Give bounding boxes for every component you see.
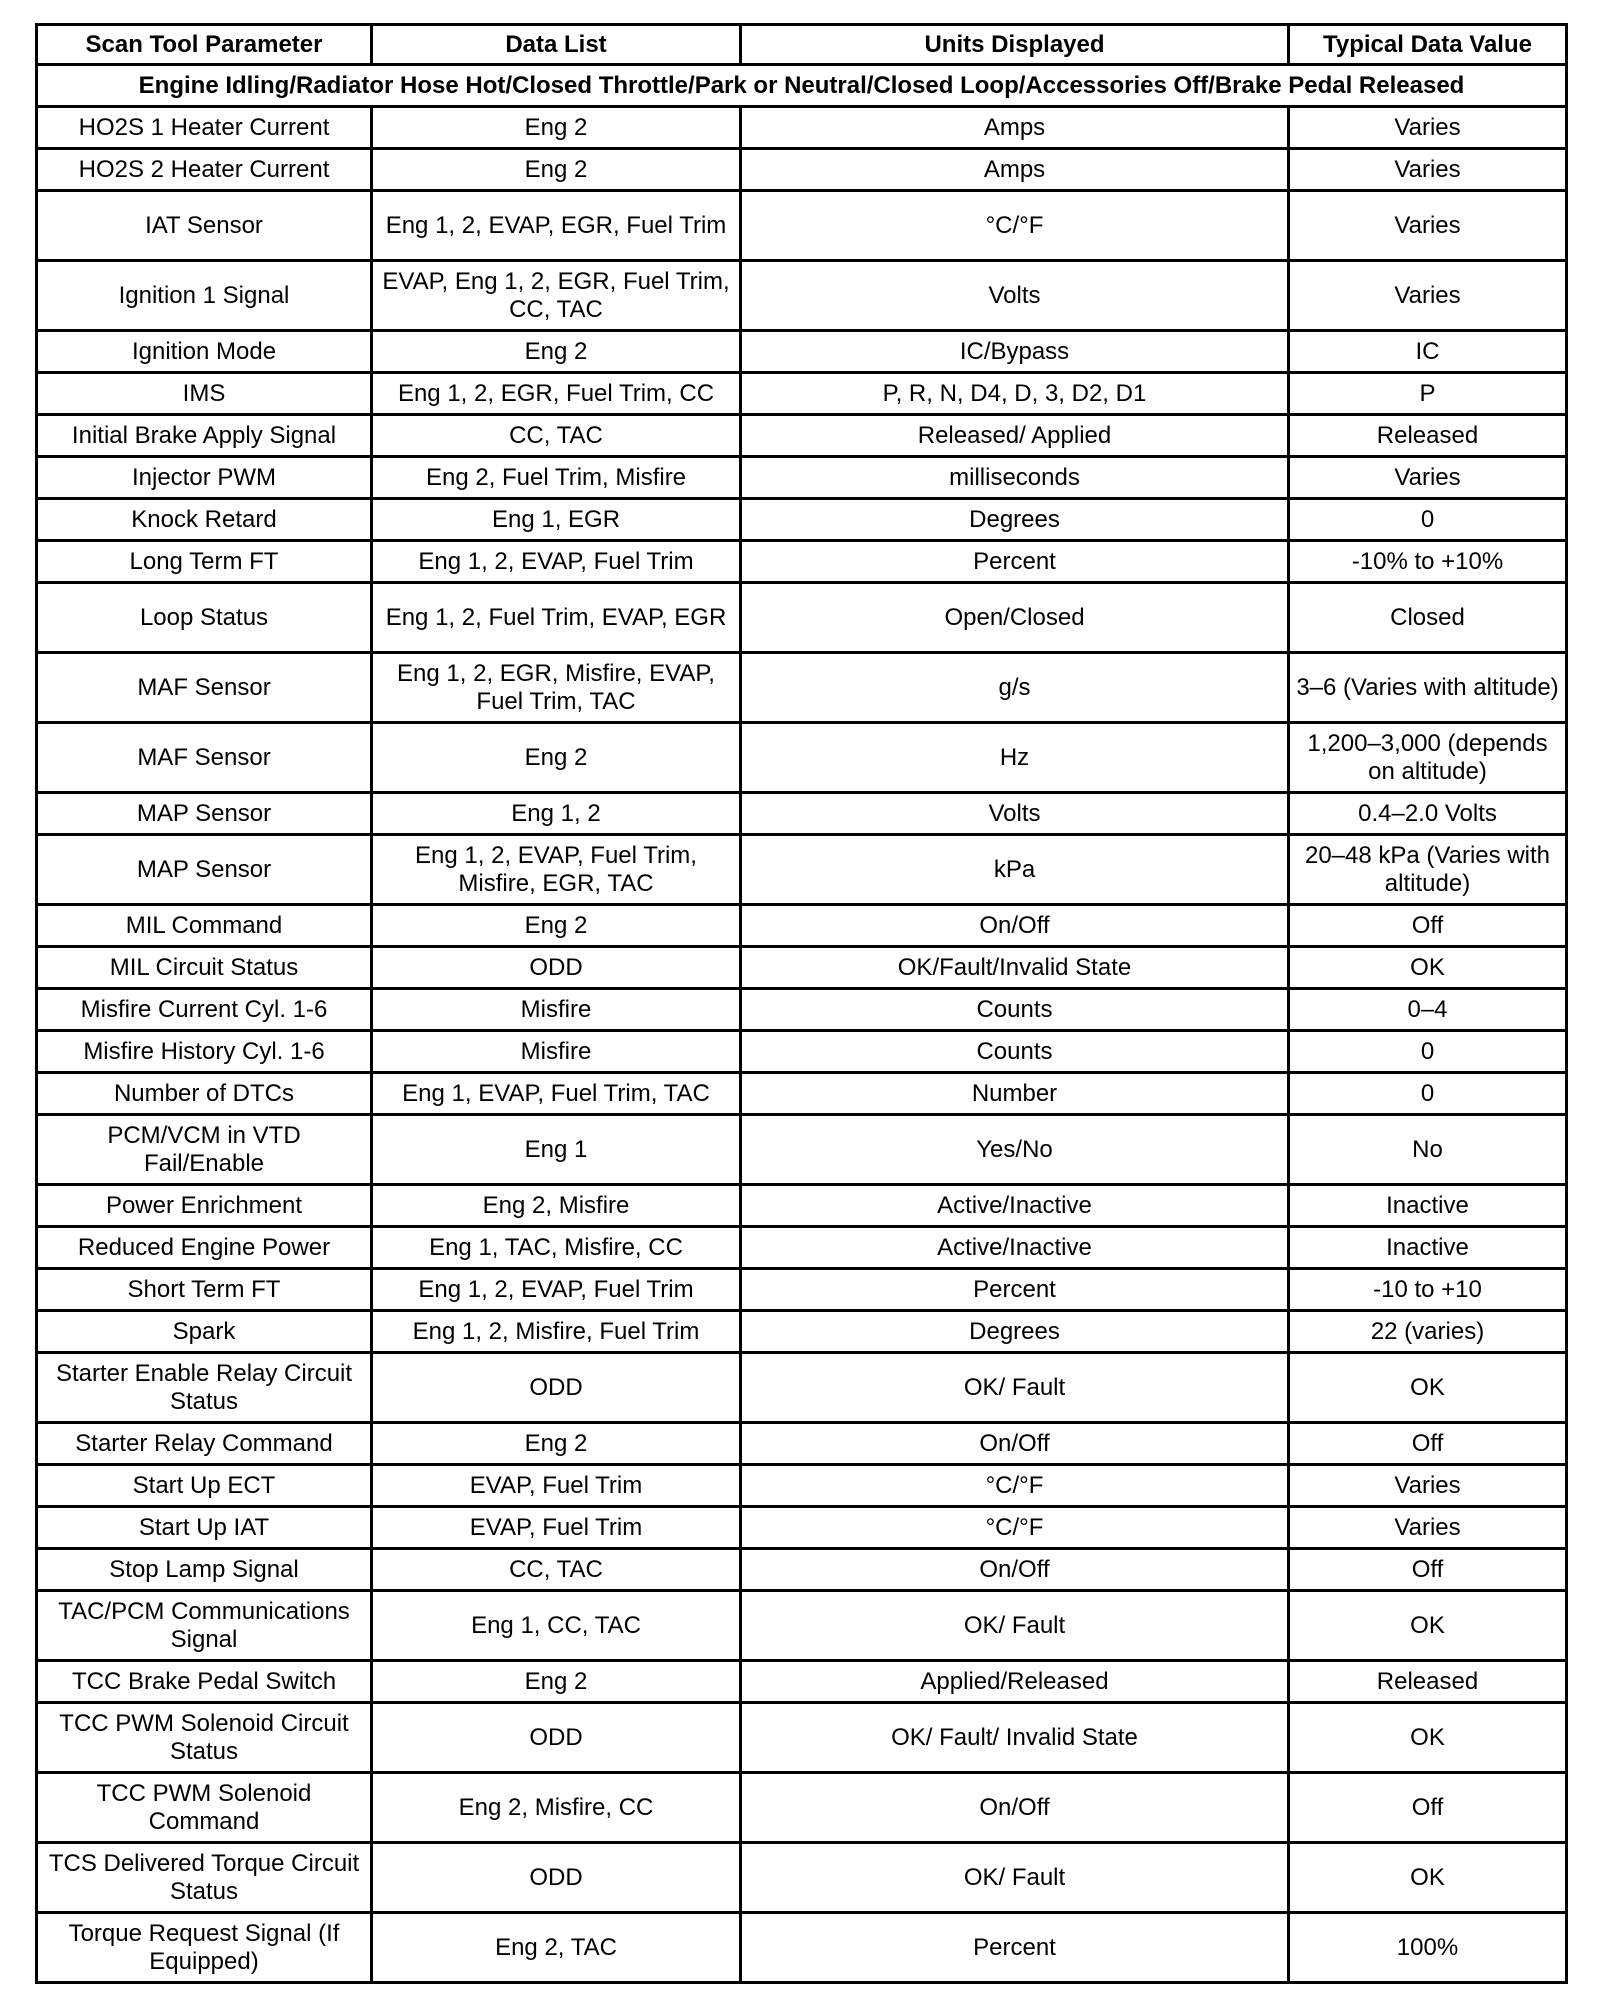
scan-tool-parameter-cell: PCM/VCM in VTD Fail/Enable bbox=[37, 1115, 372, 1185]
typical-data-value-cell: Released bbox=[1289, 415, 1567, 457]
table-row bbox=[37, 1227, 1567, 1269]
scan-tool-parameter-cell: Short Term FT bbox=[37, 1269, 372, 1311]
units-displayed-cell: IC/Bypass bbox=[741, 331, 1289, 373]
scan-tool-parameter-cell: Power Enrichment bbox=[37, 1185, 372, 1227]
test-condition: Engine Idling/Radiator Hose Hot/Closed Throttle/Park or Neutral/Closed Loop/Accessories Off/Brake Pedal Released bbox=[37, 65, 1567, 107]
typical-data-value-cell: 0–4 bbox=[1289, 989, 1567, 1031]
typical-data-value-cell: Closed bbox=[1289, 583, 1567, 653]
units-displayed-cell: OK/ Fault bbox=[741, 1353, 1289, 1423]
table-row bbox=[37, 1507, 1567, 1549]
typical-data-value-cell: 0 bbox=[1289, 499, 1567, 541]
typical-data-value-cell: 20–48 kPa (Varies with altitude) bbox=[1289, 835, 1567, 905]
units-displayed-cell: Volts bbox=[741, 261, 1289, 331]
table-row bbox=[37, 457, 1567, 499]
scan-tool-parameter-cell: MAP Sensor bbox=[37, 793, 372, 835]
table-row bbox=[37, 331, 1567, 373]
typical-data-value-cell: Varies bbox=[1289, 149, 1567, 191]
data-list-cell: Eng 2 bbox=[372, 723, 741, 793]
scan-tool-parameter-cell: IMS bbox=[37, 373, 372, 415]
units-displayed-cell: OK/ Fault bbox=[741, 1843, 1289, 1913]
units-displayed-cell: Percent bbox=[741, 1913, 1289, 1983]
header-data-list: Data List bbox=[372, 25, 741, 65]
units-displayed-cell: Degrees bbox=[741, 1311, 1289, 1353]
table-row bbox=[37, 373, 1567, 415]
table-row bbox=[37, 1661, 1567, 1703]
typical-data-value-cell: OK bbox=[1289, 947, 1567, 989]
table-row bbox=[37, 947, 1567, 989]
table-row bbox=[37, 499, 1567, 541]
data-list-cell: Eng 1, 2, Fuel Trim, EVAP, EGR bbox=[372, 583, 741, 653]
typical-data-value-cell: OK bbox=[1289, 1843, 1567, 1913]
data-list-cell: ODD bbox=[372, 947, 741, 989]
table-row bbox=[37, 107, 1567, 149]
typical-data-value-cell: Inactive bbox=[1289, 1227, 1567, 1269]
table-row bbox=[37, 905, 1567, 947]
scan-tool-parameter-cell: MIL Command bbox=[37, 905, 372, 947]
data-list-cell: Eng 2 bbox=[372, 1423, 741, 1465]
data-list-cell: Eng 1, 2, EVAP, Fuel Trim bbox=[372, 541, 741, 583]
scan-tool-parameter-cell: TAC/PCM Communications Signal bbox=[37, 1591, 372, 1661]
table-row bbox=[37, 1031, 1567, 1073]
typical-data-value-cell: 0 bbox=[1289, 1073, 1567, 1115]
typical-data-value-cell: 22 (varies) bbox=[1289, 1311, 1567, 1353]
typical-data-value-cell: Varies bbox=[1289, 107, 1567, 149]
units-displayed-cell: Open/Closed bbox=[741, 583, 1289, 653]
table-row bbox=[37, 1773, 1567, 1843]
condition-row bbox=[37, 65, 1567, 107]
units-displayed-cell: Percent bbox=[741, 1269, 1289, 1311]
data-list-cell: Eng 1, 2, EGR, Misfire, EVAP, Fuel Trim, TAC bbox=[372, 653, 741, 723]
typical-data-value-cell: Off bbox=[1289, 1423, 1567, 1465]
data-list-cell: Eng 2 bbox=[372, 107, 741, 149]
table-row bbox=[37, 989, 1567, 1031]
units-displayed-cell: Counts bbox=[741, 989, 1289, 1031]
scan-tool-parameter-cell: Ignition Mode bbox=[37, 331, 372, 373]
table-row bbox=[37, 1269, 1567, 1311]
table-row bbox=[37, 583, 1567, 653]
scan-tool-parameter-cell: Stop Lamp Signal bbox=[37, 1549, 372, 1591]
table-row bbox=[37, 1115, 1567, 1185]
table-row bbox=[37, 1423, 1567, 1465]
scan-tool-parameter-cell: Initial Brake Apply Signal bbox=[37, 415, 372, 457]
data-list-cell: Eng 1, EGR bbox=[372, 499, 741, 541]
table-row bbox=[37, 1549, 1567, 1591]
table-row bbox=[37, 1843, 1567, 1913]
scan-tool-parameter-cell: HO2S 2 Heater Current bbox=[37, 149, 372, 191]
units-displayed-cell: Counts bbox=[741, 1031, 1289, 1073]
typical-data-value-cell: Varies bbox=[1289, 457, 1567, 499]
table-row bbox=[37, 191, 1567, 261]
table-row bbox=[37, 1185, 1567, 1227]
data-list-cell: Eng 2 bbox=[372, 905, 741, 947]
table-row bbox=[37, 653, 1567, 723]
scan-tool-parameter-cell: Ignition 1 Signal bbox=[37, 261, 372, 331]
table-row bbox=[37, 723, 1567, 793]
typical-data-value-cell: 0.4–2.0 Volts bbox=[1289, 793, 1567, 835]
units-displayed-cell: Hz bbox=[741, 723, 1289, 793]
table-row bbox=[37, 1353, 1567, 1423]
units-displayed-cell: kPa bbox=[741, 835, 1289, 905]
units-displayed-cell: °C/°F bbox=[741, 1507, 1289, 1549]
table-row bbox=[37, 1913, 1567, 1983]
data-list-cell: Eng 2 bbox=[372, 1661, 741, 1703]
table-row bbox=[37, 1311, 1567, 1353]
scan-tool-parameter-cell: Misfire History Cyl. 1-6 bbox=[37, 1031, 372, 1073]
typical-data-value-cell: 100% bbox=[1289, 1913, 1567, 1983]
scan-tool-parameter-cell: MAP Sensor bbox=[37, 835, 372, 905]
data-list-cell: EVAP, Eng 1, 2, EGR, Fuel Trim, CC, TAC bbox=[372, 261, 741, 331]
scan-tool-parameter-cell: TCS Delivered Torque Circuit Status bbox=[37, 1843, 372, 1913]
table-row bbox=[37, 541, 1567, 583]
typical-data-value-cell: IC bbox=[1289, 331, 1567, 373]
units-displayed-cell: Volts bbox=[741, 793, 1289, 835]
typical-data-value-cell: No bbox=[1289, 1115, 1567, 1185]
typical-data-value-cell: Released bbox=[1289, 1661, 1567, 1703]
scan-tool-parameter-cell: Loop Status bbox=[37, 583, 372, 653]
units-displayed-cell: OK/ Fault/ Invalid State bbox=[741, 1703, 1289, 1773]
data-list-cell: Eng 2, Misfire, CC bbox=[372, 1773, 741, 1843]
scan-tool-parameter-cell: Starter Enable Relay Circuit Status bbox=[37, 1353, 372, 1423]
units-displayed-cell: Applied/Released bbox=[741, 1661, 1289, 1703]
header-row bbox=[37, 25, 1567, 65]
table-row bbox=[37, 1703, 1567, 1773]
scan-tool-parameter-cell: TCC PWM Solenoid Command bbox=[37, 1773, 372, 1843]
units-displayed-cell: OK/Fault/Invalid State bbox=[741, 947, 1289, 989]
scan-tool-parameter-cell: MIL Circuit Status bbox=[37, 947, 372, 989]
header-units-displayed: Units Displayed bbox=[741, 25, 1289, 65]
scan-tool-parameter-cell: TCC Brake Pedal Switch bbox=[37, 1661, 372, 1703]
scan-tool-parameter-cell: Number of DTCs bbox=[37, 1073, 372, 1115]
units-displayed-cell: On/Off bbox=[741, 1549, 1289, 1591]
typical-data-value-cell: P bbox=[1289, 373, 1567, 415]
typical-data-value-cell: Varies bbox=[1289, 261, 1567, 331]
data-list-cell: Eng 1, 2, EVAP, Fuel Trim bbox=[372, 1269, 741, 1311]
units-displayed-cell: OK/ Fault bbox=[741, 1591, 1289, 1661]
scan-tool-parameter-cell: Start Up ECT bbox=[37, 1465, 372, 1507]
scan-tool-parameter-cell: Misfire Current Cyl. 1-6 bbox=[37, 989, 372, 1031]
units-displayed-cell: Degrees bbox=[741, 499, 1289, 541]
data-list-cell: Eng 2, Misfire bbox=[372, 1185, 741, 1227]
data-list-cell: ODD bbox=[372, 1353, 741, 1423]
header-scan-tool-parameter: Scan Tool Parameter bbox=[37, 25, 372, 65]
units-displayed-cell: On/Off bbox=[741, 905, 1289, 947]
units-displayed-cell: Amps bbox=[741, 149, 1289, 191]
table-row bbox=[37, 793, 1567, 835]
scan-tool-parameter-cell: Start Up IAT bbox=[37, 1507, 372, 1549]
data-list-cell: Eng 1, 2, EGR, Fuel Trim, CC bbox=[372, 373, 741, 415]
data-list-cell: Eng 1, EVAP, Fuel Trim, TAC bbox=[372, 1073, 741, 1115]
typical-data-value-cell: OK bbox=[1289, 1703, 1567, 1773]
units-displayed-cell: On/Off bbox=[741, 1773, 1289, 1843]
table-row bbox=[37, 261, 1567, 331]
scan-tool-parameter-cell: Long Term FT bbox=[37, 541, 372, 583]
data-list-cell: Eng 1, CC, TAC bbox=[372, 1591, 741, 1661]
scan-tool-parameter-cell: Knock Retard bbox=[37, 499, 372, 541]
data-list-cell: Eng 2 bbox=[372, 149, 741, 191]
scan-tool-parameter-cell: Injector PWM bbox=[37, 457, 372, 499]
data-list-cell: CC, TAC bbox=[372, 415, 741, 457]
scan-tool-parameter-cell: MAF Sensor bbox=[37, 653, 372, 723]
typical-data-value-cell: -10 to +10 bbox=[1289, 1269, 1567, 1311]
data-list-cell: Eng 2, Fuel Trim, Misfire bbox=[372, 457, 741, 499]
data-list-cell: Eng 2 bbox=[372, 331, 741, 373]
typical-data-value-cell: Varies bbox=[1289, 1465, 1567, 1507]
units-displayed-cell: Active/Inactive bbox=[741, 1185, 1289, 1227]
table-row bbox=[37, 835, 1567, 905]
data-list-cell: EVAP, Fuel Trim bbox=[372, 1507, 741, 1549]
scan-tool-parameter-cell: Spark bbox=[37, 1311, 372, 1353]
typical-data-value-cell: OK bbox=[1289, 1591, 1567, 1661]
units-displayed-cell: milliseconds bbox=[741, 457, 1289, 499]
units-displayed-cell: Active/Inactive bbox=[741, 1227, 1289, 1269]
units-displayed-cell: Number bbox=[741, 1073, 1289, 1115]
scan-tool-data-table bbox=[35, 23, 1568, 1984]
data-list-cell: Eng 1, TAC, Misfire, CC bbox=[372, 1227, 741, 1269]
scan-tool-parameter-cell: Starter Relay Command bbox=[37, 1423, 372, 1465]
data-list-cell: Eng 1, 2, Misfire, Fuel Trim bbox=[372, 1311, 741, 1353]
scan-tool-parameter-cell: HO2S 1 Heater Current bbox=[37, 107, 372, 149]
scan-tool-parameter-cell: TCC PWM Solenoid Circuit Status bbox=[37, 1703, 372, 1773]
typical-data-value-cell: Varies bbox=[1289, 191, 1567, 261]
typical-data-value-cell: 3–6 (Varies with altitude) bbox=[1289, 653, 1567, 723]
units-displayed-cell: On/Off bbox=[741, 1423, 1289, 1465]
units-displayed-cell: Percent bbox=[741, 541, 1289, 583]
typical-data-value-cell: OK bbox=[1289, 1353, 1567, 1423]
units-displayed-cell: P, R, N, D4, D, 3, D2, D1 bbox=[741, 373, 1289, 415]
units-displayed-cell: g/s bbox=[741, 653, 1289, 723]
scan-tool-parameter-cell: IAT Sensor bbox=[37, 191, 372, 261]
typical-data-value-cell: Inactive bbox=[1289, 1185, 1567, 1227]
typical-data-value-cell: Off bbox=[1289, 1549, 1567, 1591]
scan-tool-parameter-cell: MAF Sensor bbox=[37, 723, 372, 793]
header-typical-data-value: Typical Data Value bbox=[1289, 25, 1567, 65]
typical-data-value-cell: 1,200–3,000 (depends on altitude) bbox=[1289, 723, 1567, 793]
units-displayed-cell: Yes/No bbox=[741, 1115, 1289, 1185]
data-list-cell: EVAP, Fuel Trim bbox=[372, 1465, 741, 1507]
typical-data-value-cell: 0 bbox=[1289, 1031, 1567, 1073]
units-displayed-cell: °C/°F bbox=[741, 1465, 1289, 1507]
scan-tool-parameter-cell: Reduced Engine Power bbox=[37, 1227, 372, 1269]
scan-tool-parameter-cell: Torque Request Signal (If Equipped) bbox=[37, 1913, 372, 1983]
table-row bbox=[37, 1465, 1567, 1507]
table-row bbox=[37, 1591, 1567, 1661]
table-row bbox=[37, 415, 1567, 457]
data-list-cell: ODD bbox=[372, 1843, 741, 1913]
data-list-cell: Eng 1, 2, EVAP, Fuel Trim, Misfire, EGR, TAC bbox=[372, 835, 741, 905]
typical-data-value-cell: -10% to +10% bbox=[1289, 541, 1567, 583]
data-list-cell: Misfire bbox=[372, 1031, 741, 1073]
data-list-cell: Eng 1, 2 bbox=[372, 793, 741, 835]
typical-data-value-cell: Off bbox=[1289, 905, 1567, 947]
data-list-cell: Eng 1, 2, EVAP, EGR, Fuel Trim bbox=[372, 191, 741, 261]
data-list-cell: Eng 1 bbox=[372, 1115, 741, 1185]
data-list-cell: CC, TAC bbox=[372, 1549, 741, 1591]
typical-data-value-cell: Varies bbox=[1289, 1507, 1567, 1549]
data-list-cell: Misfire bbox=[372, 989, 741, 1031]
typical-data-value-cell: Off bbox=[1289, 1773, 1567, 1843]
data-list-cell: Eng 2, TAC bbox=[372, 1913, 741, 1983]
table-row bbox=[37, 1073, 1567, 1115]
units-displayed-cell: Amps bbox=[741, 107, 1289, 149]
table-row bbox=[37, 149, 1567, 191]
units-displayed-cell: Released/ Applied bbox=[741, 415, 1289, 457]
units-displayed-cell: °C/°F bbox=[741, 191, 1289, 261]
data-list-cell: ODD bbox=[372, 1703, 741, 1773]
